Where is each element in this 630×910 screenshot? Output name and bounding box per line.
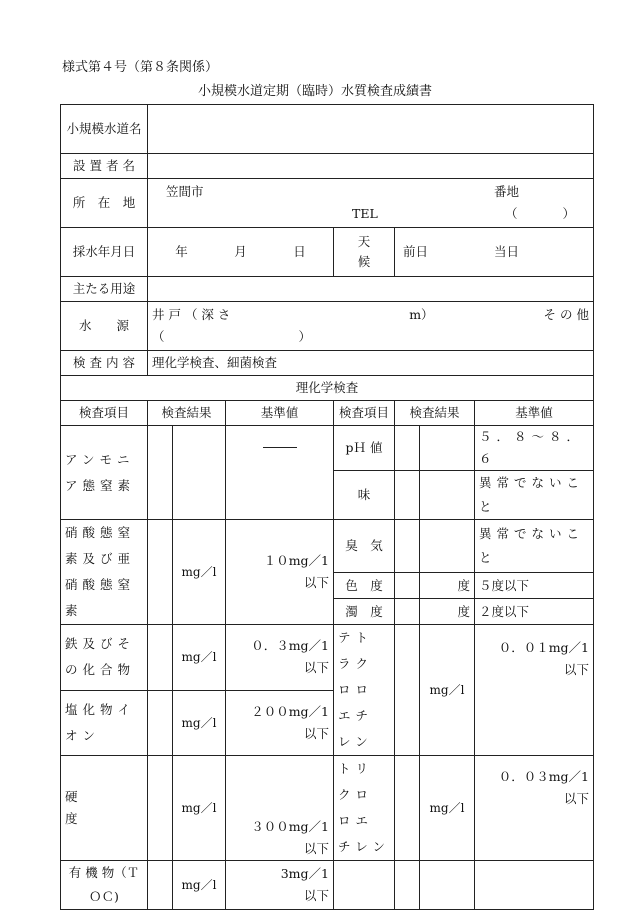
field-sample-date[interactable] [148,228,334,277]
item-ph: pＨ 値 [334,426,395,471]
header-result-right: 検査結果 [395,401,475,426]
result-trichloroethylene-unit: mg／l [420,756,475,861]
result-hardness-a[interactable] [148,756,173,861]
result-color-a[interactable] [395,573,420,599]
label-sample-date: 採水年月日 [61,228,148,277]
label-installer: 設 置 者 名 [61,154,148,179]
inspection-report-table [60,104,594,910]
result-iron-unit: mg／l [173,625,226,691]
empty-result-right-b[interactable] [420,861,475,910]
source-well: 井 戸 （ 深 さ [152,307,231,322]
date-month: 月 [234,244,247,259]
standard-ph: ５．８～８．６ [475,426,594,471]
result-taste-b[interactable] [420,471,475,520]
result-ammonia-a[interactable] [148,426,173,520]
empty-item-right[interactable] [334,861,395,910]
result-odor-a[interactable] [395,520,420,573]
label-location: 所 在 地 [61,179,148,228]
item-iron: 鉄及びその化合物 [61,625,148,691]
item-toc: 有 機 物（ＴＯＣ) [61,861,148,910]
section-title: 理化学検査 [61,376,594,401]
standard-toc: 3mg／1 以下 [226,861,334,910]
location-tel-label: TEL [352,206,378,221]
standard-tetrachloroethylene: ０．０１mg／1 以下 [475,625,594,756]
field-installer[interactable] [148,154,594,179]
location-banchi: 番地 [493,184,519,199]
tel-paren-close: ） [562,206,575,221]
item-chloride: 塩化物イオン [61,690,148,756]
item-taste: 味 [334,471,395,520]
item-trichloroethylene: トリクロロエチレン [334,756,395,861]
header-standard-right: 基準値 [475,401,594,426]
item-color: 色 度 [334,573,395,599]
field-use[interactable] [148,277,594,302]
item-ammonia: アンモニア態窒素 [61,426,148,520]
label-inspection: 検 査 内 容 [61,351,148,376]
item-odor: 臭 気 [334,520,395,573]
standard-dash [263,447,297,448]
standard-taste: 異常でないこと [475,471,594,520]
standard-iron: ０．３mg／1 以下 [226,625,334,691]
result-ammonia-b[interactable] [173,426,226,520]
header-item-right: 検査項目 [334,401,395,426]
header-standard-left: 基準値 [226,401,334,426]
form-code: 様式第４号（第８条関係） [62,60,219,75]
result-turbidity-unit: 度 [420,599,475,625]
field-location[interactable] [148,179,594,228]
header-result-left: 検査結果 [148,401,226,426]
result-ph-a[interactable] [395,426,420,471]
item-turbidity: 濁 度 [334,599,395,625]
field-source[interactable] [148,302,594,351]
tel-paren-open: （ [505,206,518,221]
standard-ammonia [226,426,334,520]
document-title: 小規模水道定期（臨時）水質検査成績書 [197,84,432,99]
result-nitrate-unit: mg／l [173,520,226,625]
label-system-name: 小規模水道名 [61,105,148,154]
result-nitrate-a[interactable] [148,520,173,625]
result-toc-a[interactable] [148,861,173,910]
header-item-left: 検査項目 [61,401,148,426]
weather-prev-day: 前日 [403,244,429,259]
standard-color: ５度以下 [475,573,594,599]
weather-today: 当日 [493,244,519,259]
source-depth-unit: m） [409,307,434,322]
standard-turbidity: ２度以下 [475,599,594,625]
field-weather[interactable] [395,228,594,277]
empty-result-right-a[interactable] [395,861,420,910]
source-paren-close: ） [298,329,312,344]
standard-chloride: ２００mg／1 以下 [226,690,334,756]
result-odor-b[interactable] [420,520,475,573]
date-day: 日 [293,244,306,259]
label-use: 主たる用途 [61,277,148,302]
result-tetrachloroethylene-a[interactable] [395,625,420,756]
item-nitrate: 硝酸態窒素及び亜硝酸態窒素 [61,520,148,625]
date-year: 年 [175,244,188,259]
result-trichloroethylene-a[interactable] [395,756,420,861]
standard-nitrate: １０mg／1 以下 [226,520,334,625]
result-color-unit: 度 [420,573,475,599]
field-system-name[interactable] [148,105,594,154]
result-tetrachloroethylene-unit: mg／l [420,625,475,756]
result-toc-unit: mg／l [173,861,226,910]
result-chloride-a[interactable] [148,690,173,756]
label-weather: 天候 [334,228,395,277]
item-tetrachloroethylene: テトラクロロエチレン [334,625,395,756]
result-chloride-unit: mg／l [173,690,226,756]
source-paren-open: （ [152,329,165,344]
empty-standard-right[interactable] [475,861,594,910]
result-taste-a[interactable] [395,471,420,520]
result-hardness-unit: mg／l [173,756,226,861]
location-city: 笠間市 [166,184,204,199]
standard-trichloroethylene: ０．０３mg／1 以下 [475,756,594,861]
standard-hardness: ３００mg／1 以下 [226,756,334,861]
result-turbidity-a[interactable] [395,599,420,625]
standard-odor: 異常でないこと [475,520,594,573]
field-inspection[interactable]: 理化学検査、細菌検査 [148,351,594,376]
source-other: そ の 他 [543,307,589,322]
item-hardness: 硬 度 [61,756,148,861]
result-iron-a[interactable] [148,625,173,691]
result-ph-b[interactable] [420,426,475,471]
label-source: 水 源 [61,302,148,351]
